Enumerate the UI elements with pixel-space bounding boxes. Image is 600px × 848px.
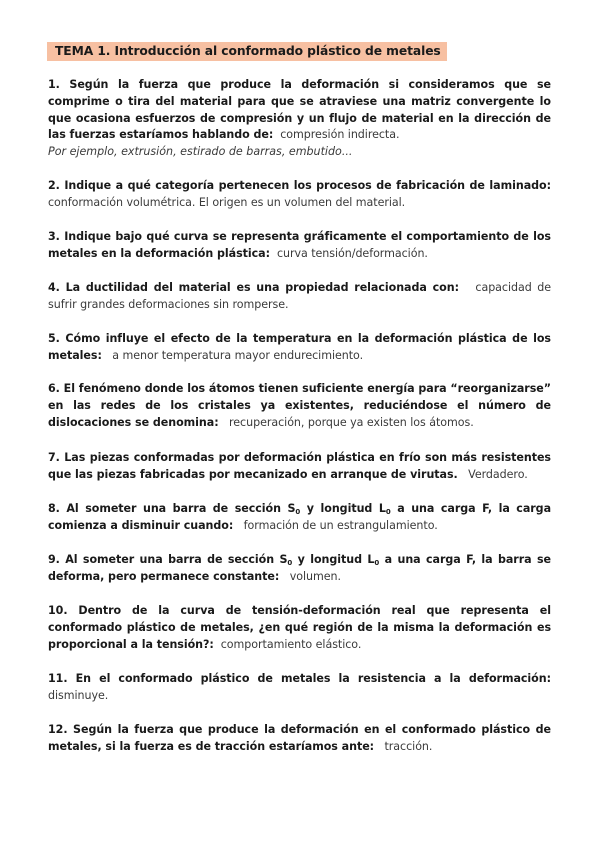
question-10 [48,603,551,653]
question-5 [48,331,551,365]
question-prompt: 12. Según la fuerza que produce la deformación en el conformado plástico de metales, si la fuerza es de tracción estaríamos ante: [48,723,551,753]
answer: capacidad de sufrir grandes deformaciones sin romperse. [48,281,551,311]
answer: formación de un estrangulamiento. [243,518,438,532]
subscript: 0 [385,508,391,516]
question-text [48,381,551,431]
answer: volumen. [289,569,341,583]
answer: disminuye. [48,688,109,702]
question-prompt: 11. En el conformado plástico de metales la resistencia a la deformación: [48,672,551,685]
question-prompt: 5. Cómo influye el efecto de la temperatura en la deformación plástica de los metales: [48,332,551,362]
answer: tracción. [384,739,433,753]
example-note: Por ejemplo, extrusión, estirado de barras, embutido... [48,145,353,159]
question-text [48,280,551,314]
question-text [48,501,551,535]
question-prompt-part: 8. Al someter una barra de sección S [48,502,296,515]
question-2 [48,178,551,212]
page-title: TEMA 1. Introducción al conformado plástico de metales [47,42,447,61]
question-8 [48,501,551,535]
answer: conformación volumétrica. El origen es un volumen del material. [48,195,406,209]
answer: compresión indirecta. [280,128,400,142]
question-text [48,178,551,212]
question-prompt-part: 9. Al someter una barra de sección S [48,553,288,566]
question-3 [48,229,551,263]
question-text [48,671,551,705]
question-text [48,603,551,653]
answer: recuperación, porque ya existen los átomos. [229,415,474,429]
question-12 [48,722,551,756]
answer: comportamiento elástico. [220,637,362,651]
question-text [48,77,551,144]
question-prompt: 7. Las piezas conformadas por deformación plástica en frío son más resistentes que las piezas fabricadas por mecanizado en arranque de virutas. [48,451,551,481]
question-9 [48,552,551,586]
answer: curva tensión/deformación. [276,246,428,260]
question-text [48,229,551,263]
answer: Verdadero. [468,467,528,481]
question-prompt-part: a una carga F, la barra se deforma, pero permanece constante: [48,553,551,583]
question-prompt: 6. El fenómeno donde los átomos tienen suficiente energía para “reorganizarse” en las redes de los cristales ya existentes, reduciéndose el número de dislocaciones se denomina: [48,382,551,429]
question-prompt: 10. Dentro de la curva de tensión-deformación real que representa el conformado plástico de metales, ¿en qué región de la misma la deformación es proporcional a la tensión?: [48,604,551,651]
question-prompt: 2. Indique a qué categoría pertenecen los procesos de fabricación de laminado: [48,179,551,192]
question-4 [48,280,551,314]
question-7 [48,450,551,484]
question-text [48,331,551,365]
subscript: 0 [295,508,301,516]
question-prompt: 1. Según la fuerza que produce la deformación si consideramos que se comprime o tira del material para que se atraviese una matriz convergente lo que ocasiona esfuerzos de compresión y un flujo de material en la dirección de las fuerzas estaríamos hablando de: [48,78,551,142]
question-1 [48,77,551,161]
title-block [48,40,551,61]
question-prompt-part: y longitud L [292,553,375,566]
subscript: 0 [287,559,293,567]
answer: a menor temperatura mayor endurecimiento. [112,348,364,362]
question-text [48,722,551,756]
question-6 [48,381,551,431]
subscript: 0 [374,559,380,567]
question-text [48,450,551,484]
question-text [48,552,551,586]
question-prompt: 3. Indique bajo qué curva se representa gráficamente el comportamiento de los metales en la deformación plástica: [48,230,551,260]
question-11 [48,671,551,705]
document-page [48,40,551,753]
question-prompt-part: y longitud L [300,502,386,515]
question-prompt: 4. La ductilidad del material es una propiedad relacionada con: [48,281,459,294]
question-prompt-part: a una carga F, la carga comienza a disminuir cuando: [48,502,551,532]
